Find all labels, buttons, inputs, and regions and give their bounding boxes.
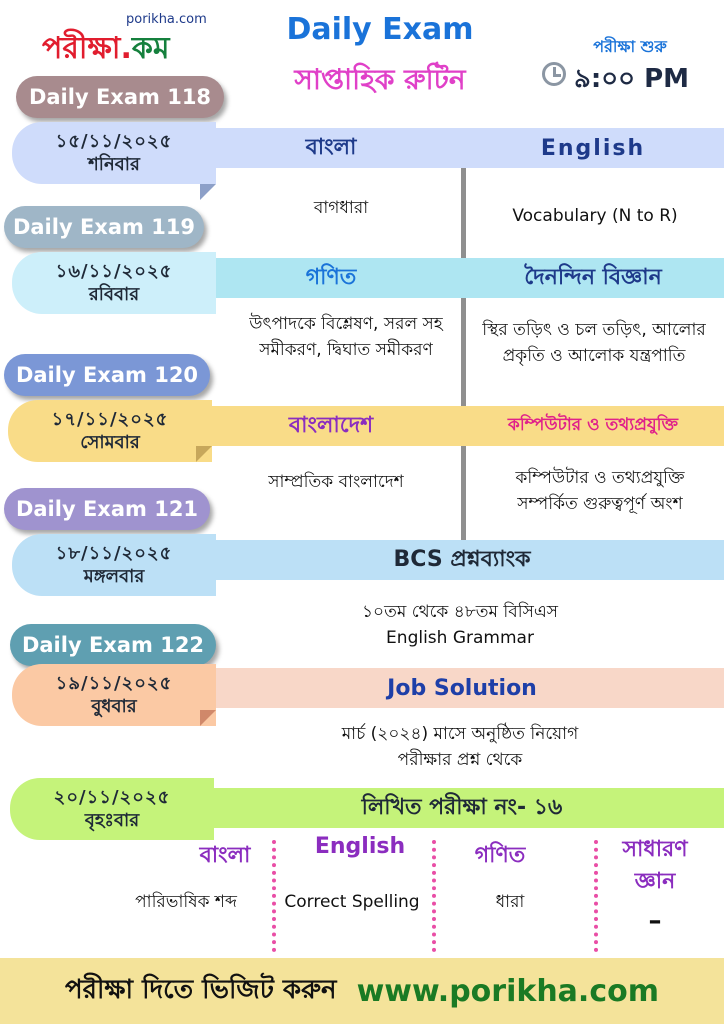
page-subtitle: সাপ্তাহিক রুটিন [294,63,466,96]
logo-dot: . [120,31,132,66]
badge-fold [200,710,216,726]
subject-math: গণিত [305,264,357,290]
exam-badge-122: Daily Exam 122 [10,624,216,666]
exam-date: ১৮/১১/২০২৫ [55,542,173,564]
exam-date: ১৫/১১/২০২৫ [55,130,173,152]
date-badge-120 [8,400,212,462]
exam-day: সোমবার [80,432,140,453]
written-subject: গণিত [474,843,526,868]
clock-icon [542,62,566,86]
logo [42,24,170,75]
date-badge-122 [12,664,216,726]
badge-fold [200,184,216,200]
exam-date: ১৭/১১/২০২৫ [51,408,169,430]
written-topic: – [648,906,662,936]
topic-text: ১০তম থেকে ৪৮তম বিসিএস [362,602,558,622]
subject-band-118 [200,128,724,168]
topic-text: স্থির তড়িৎ ও চল তড়িৎ, আলোর প্রকৃতি ও আলোক যন্ত্রপাতি [482,320,706,366]
footer [0,958,724,1024]
exam-day: বৃহঃবার [84,810,140,831]
subject-band-written [200,788,724,828]
exam-badge-120: Daily Exam 120 [4,354,210,396]
column-separator [432,840,436,952]
start-label: পরীক্ষা শুরু [593,37,667,56]
subject-bangladesh: বাংলাদেশ [288,412,374,438]
topic-text: মার্চ (২০২৪) মাসে অনুষ্ঠিত নিয়োগ [341,724,579,744]
subject-english: English [540,135,646,161]
written-subject: English [314,834,406,859]
exam-badge-121: Daily Exam 121 [4,488,210,530]
written-subject: বাংলা [199,843,251,868]
subject-band-121 [200,540,724,580]
written-title: লিখিত পরীক্ষা নং- ১৬ [361,794,563,820]
exam-day: শনিবার [88,154,140,175]
column-separator [594,840,598,952]
exam-badge-119: Daily Exam 119 [4,206,204,248]
exam-date: ২০/১১/২০২৫ [53,786,171,808]
topic-text: Vocabulary (N to R) [512,206,678,226]
exam-date: ১৯/১১/২০২৫ [55,672,173,694]
written-topic: পারিভাষিক শব্দ [135,892,237,912]
topic-text: উৎপাদকে বিশ্লেষণ, সরল সহ সমীকরণ, দ্বিঘাত সমীকরণ [249,314,443,360]
written-topic: Correct Spelling [284,892,420,912]
subject-bcs: BCS প্রশ্নব্যাংক [393,546,531,572]
written-topic: ধারা [495,892,525,912]
page-title: Daily Exam [286,12,474,47]
topic-text: পরীক্ষার প্রশ্ন থেকে [397,750,523,770]
exam-badge-118: Daily Exam 118 [16,76,224,118]
logo-kom: কম [131,31,170,66]
subject-bangla: বাংলা [305,134,357,160]
subject-band-122 [200,668,724,708]
column-divider [461,128,466,540]
start-time: ৯:০০ PM [574,64,690,94]
logo-url: porikha.com [126,12,207,27]
logo-text: পরীক্ষা [42,31,121,66]
exam-date: ১৬/১১/২০২৫ [55,260,173,282]
subject-band-119 [200,258,724,298]
footer-url-link[interactable]: www.porikha.com [356,973,659,1009]
written-subject: সাধারণ জ্ঞান [622,837,688,894]
date-badge-written [10,778,214,840]
subject-science: দৈনন্দিন বিজ্ঞান [524,264,662,290]
topic-text: বাগধারা [313,198,369,218]
subject-ict: কম্পিউটার ও তথ্যপ্রযুক্তি [507,415,679,435]
exam-day: রবিবার [88,284,140,305]
date-badge-118 [12,122,216,184]
date-badge-121 [12,534,216,596]
exam-day: মঙ্গলবার [83,566,145,587]
topic-text: English Grammar [386,628,534,648]
topic-text: সাম্প্রতিক বাংলাদেশ [268,472,404,492]
subject-job-solution: Job Solution [387,675,537,701]
subject-band-120 [200,406,724,446]
footer-cta: পরীক্ষা দিতে ভিজিট করুন [65,975,337,1005]
exam-day: বুধবার [91,696,137,717]
topic-text: কম্পিউটার ও তথ্যপ্রযুক্তি সম্পর্কিত গুরুত্বপূর্ণ অংশ [515,468,685,514]
date-badge-119 [12,252,216,314]
badge-fold [196,446,212,462]
